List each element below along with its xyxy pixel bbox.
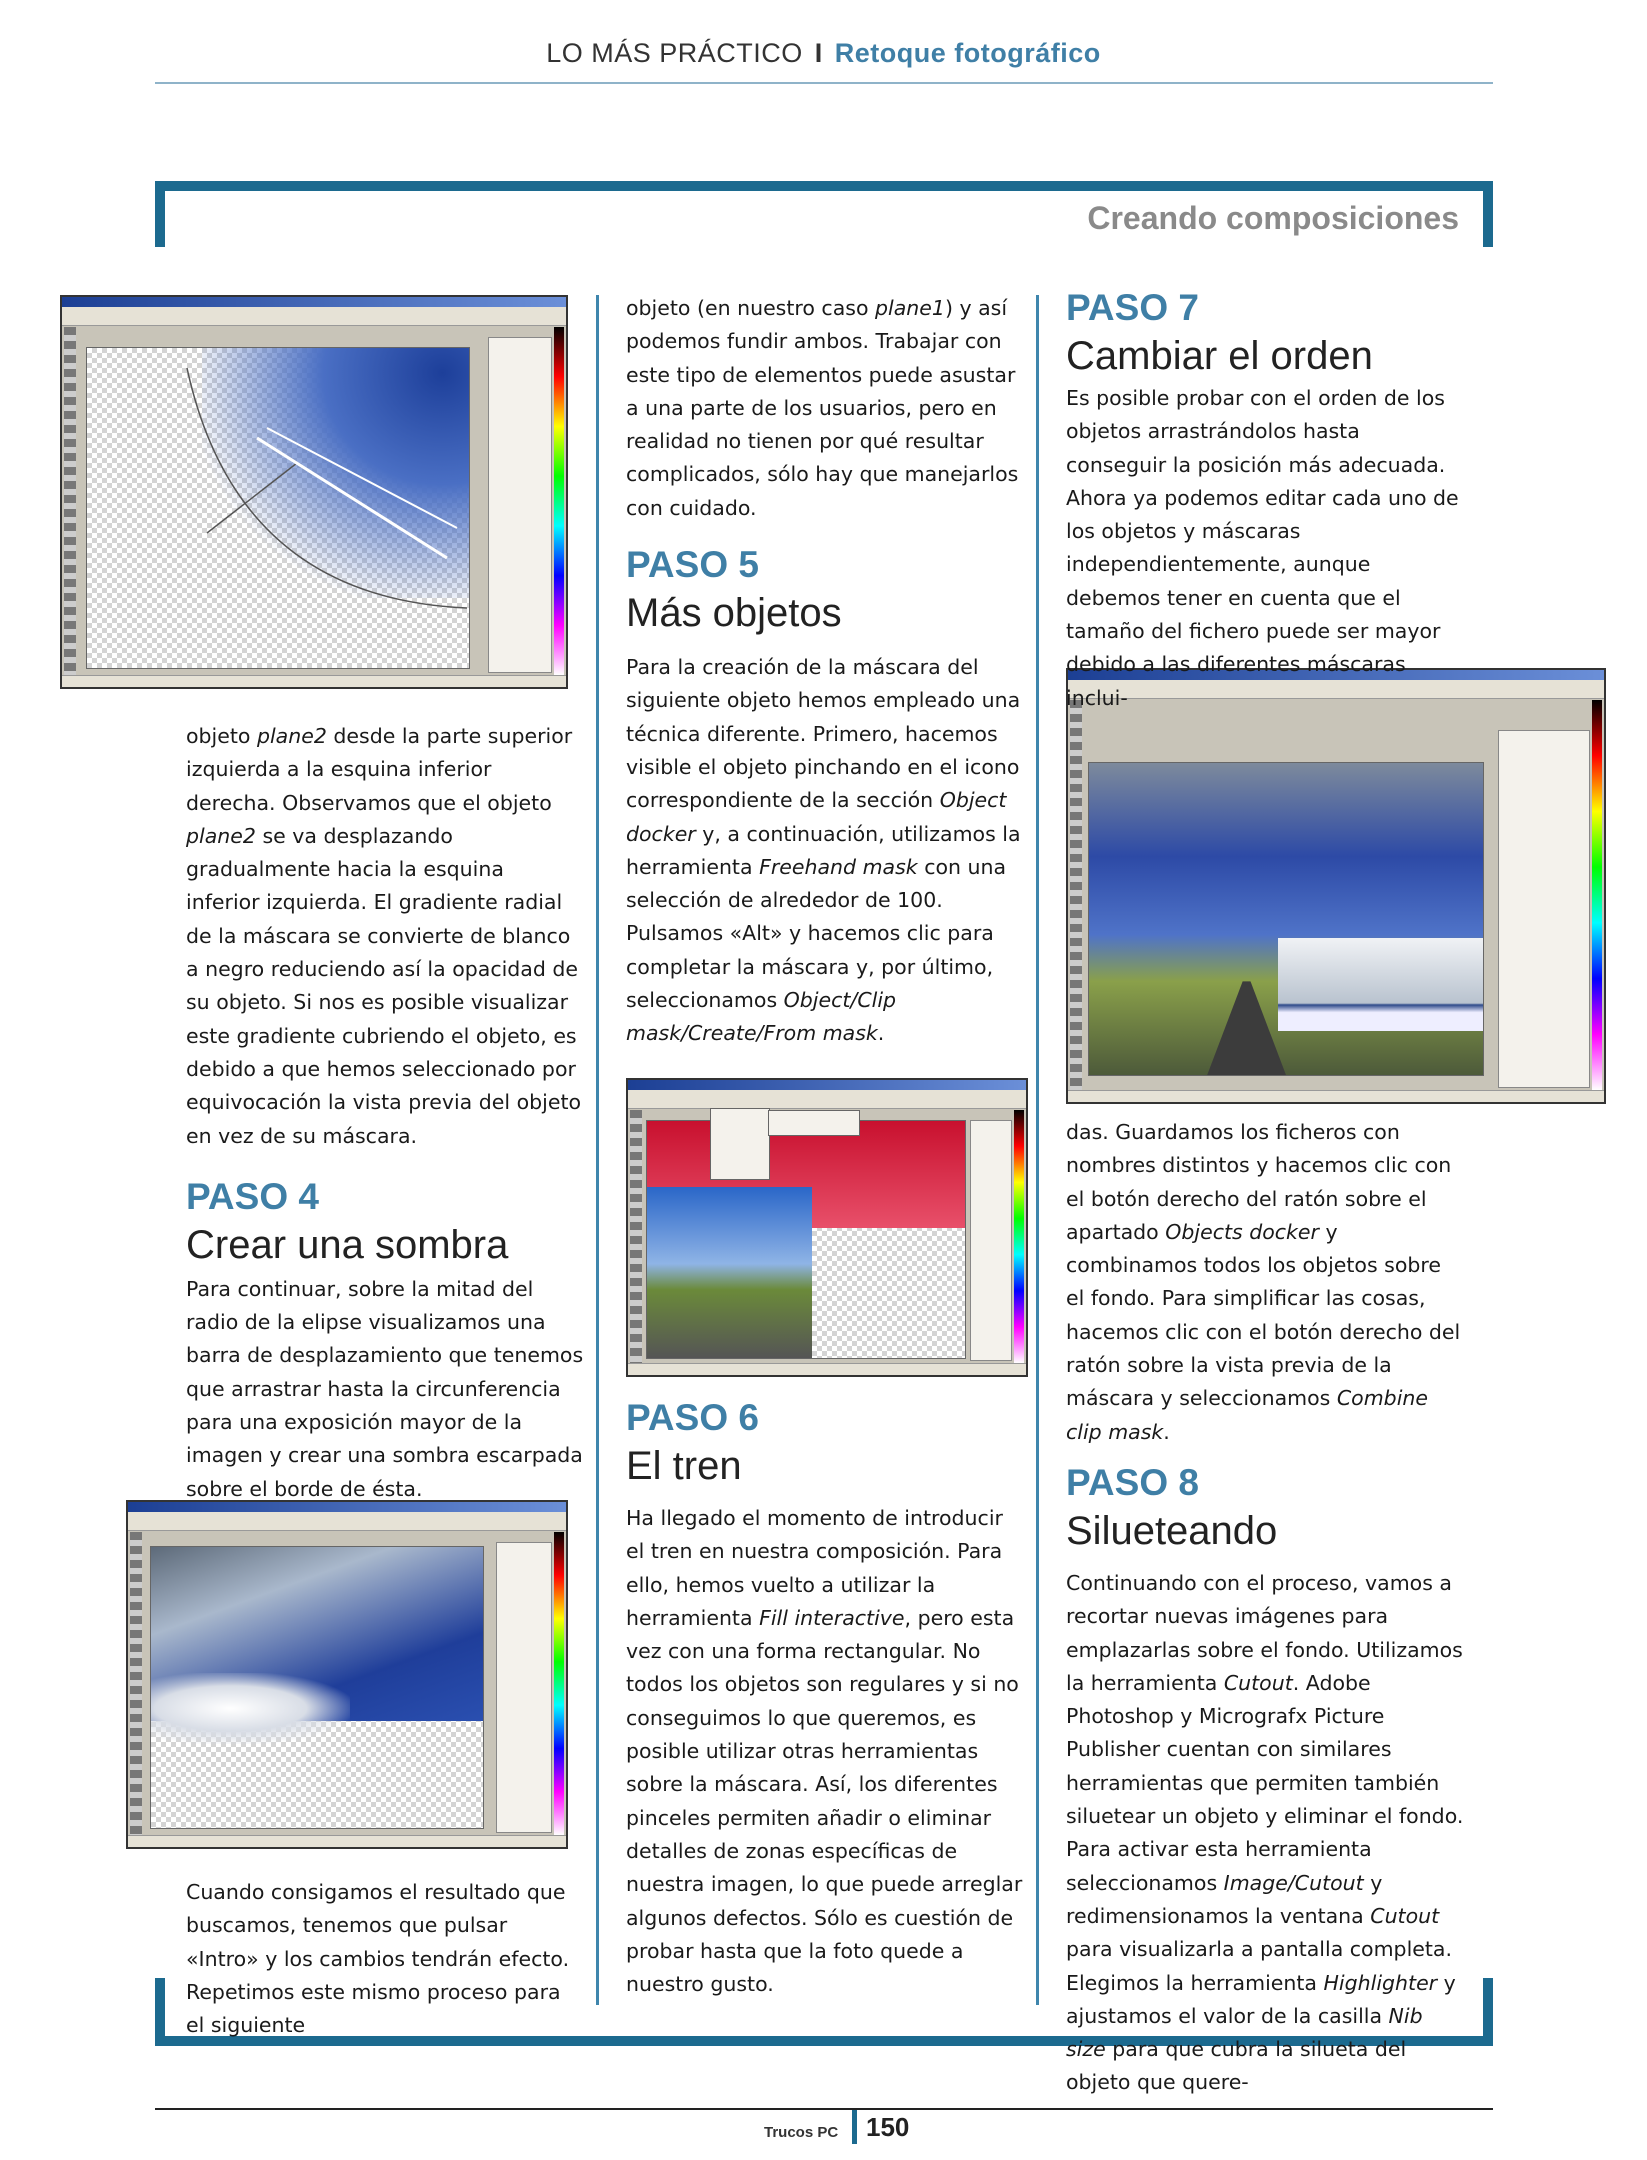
- column-2-lower: [626, 1396, 1024, 2001]
- column-3-lower: [1066, 1116, 1464, 2100]
- column-1-upper: [186, 720, 584, 1506]
- frame-right-bottom: [1483, 1978, 1493, 2046]
- footer-magazine: Trucos PC: [764, 2124, 839, 2141]
- status-bar: [1068, 1090, 1604, 1102]
- paso-6-label: PASO 6: [626, 1397, 759, 1438]
- toolbox: [1070, 700, 1082, 1090]
- column-1-lower: [186, 1876, 584, 2042]
- cloud-shadow: [151, 1673, 350, 1743]
- object-docker: [970, 1120, 1012, 1361]
- column-rule-1: [596, 295, 599, 2005]
- color-palette: [1014, 1110, 1024, 1363]
- paso-8-title: Silueteando: [1066, 1508, 1278, 1553]
- toolbox: [630, 1110, 642, 1363]
- paso-4-title: Crear una sombra: [186, 1222, 509, 1267]
- page-number: 150: [866, 2112, 910, 2142]
- paso-7-label: PASO 7: [1066, 287, 1199, 328]
- paso-4-label: PASO 4: [186, 1175, 319, 1217]
- column-2-upper: [626, 292, 1024, 1051]
- status-bar: [128, 1835, 566, 1847]
- paragraph-cambiar-orden: Es posible probar con el orden de los objetos arrastrándolos hasta conseguir la posición más adecuada. Ahora ya podemos editar cada uno de los objetos y máscaras independientemente, aunque debemos tener en cuenta que el tamaño del fichero puede ser mayor debido a las diferentes máscaras inclui-: [1066, 386, 1459, 710]
- image-canvas: [86, 347, 470, 669]
- paragraph-mas-objetos: Para la creación de la máscara del siguiente objeto hemos empleado una técnica diferente. Primero, hacemos visible el objeto pinchando en el icono correspondiente de la sección Object docker y, a continuación, utilizamos la herramienta Freehand mask con una selección de alrededor de 100. Pulsamos «Alt» y hacemos clic para completar la máscara y, por último, seleccionamos Object/Clip mask/Create/From mask.: [626, 655, 1021, 1046]
- object-docker: [496, 1542, 552, 1833]
- paso-7-title: Cambiar el orden: [1066, 334, 1373, 378]
- road: [1207, 981, 1286, 1075]
- toolbox: [130, 1532, 142, 1835]
- running-header: [0, 38, 1647, 69]
- paso-8-label: PASO 8: [1066, 1461, 1199, 1503]
- object-docker: [488, 337, 552, 673]
- header-section: LO MÁS PRÁCTICO: [546, 38, 803, 68]
- image-canvas: [150, 1546, 484, 1829]
- toolbox: [64, 327, 76, 675]
- frame-left-top: [155, 181, 165, 247]
- paragraph-silueteando: Continuando con el proceso, vamos a recortar nuevas imágenes para emplazarlas sobre el fondo. Utilizamos la herramienta Cutout. Adobe Photoshop y Micrografx Picture Publisher cuentan con similares herramientas que permiten también siluetear un objeto y eliminar el fondo. Para activar esta herramienta seleccionamos Image/Cutout y redimensionamos la ventana Cutout para visualizarla a pantalla completa. Elegimos la herramienta Highlighter y ajustamos el valor de la casilla Nib size para que cubra la silueta del objeto que quere-: [1066, 1570, 1464, 2095]
- window-titlebar: [628, 1080, 1026, 1090]
- paragraph-crear-sombra: Para continuar, sobre la mitad del radio de la elipse visualizamos una barra de desplazamiento que tenemos que arrastrar hasta la circunferencia para una exposición mayor de la imagen y crear una sombra escarpada sobre el borde de ésta.: [186, 1276, 584, 1501]
- screenshot-plane-mask: [60, 295, 568, 689]
- paso-6-title: El tren: [626, 1444, 742, 1488]
- status-bar: [62, 675, 566, 687]
- column-rule-2: [1036, 295, 1039, 2005]
- screenshot-train: [1066, 668, 1606, 1104]
- frame-top-bar: [155, 181, 1493, 191]
- paragraph-intro: Cuando consigamos el resultado que buscamos, tenemos que pulsar «Intro» y los cambios tendrán efecto. Repetimos este mismo proceso para el siguiente: [186, 1880, 570, 2038]
- image-canvas: [646, 1120, 966, 1359]
- header-subsection: Retoque fotográfico: [834, 38, 1101, 68]
- footer-accent-bar: [852, 2110, 857, 2144]
- paragraph-plane2: objeto plane2 desde la parte superior izquierda a la esquina inferior derecha. Observamos que el objeto plane2 se va desplazando gradualmente hacia la esquina inferior izquierda. El gradiente radial de la máscara se convierte de blanco a negro reduciendo así la opacidad de su objeto. Si nos es posible visualizar este gradiente cubriendo el objeto, es debido a que hemos seleccionado por equivocación la vista previa del objeto en vez de su máscara.: [186, 724, 582, 1148]
- menu-bar: [62, 307, 566, 326]
- context-menu: [710, 1108, 770, 1180]
- frame-right-top: [1483, 181, 1493, 247]
- screenshot-shadow: [126, 1500, 568, 1849]
- train: [1278, 938, 1483, 1032]
- header-separator: I: [814, 38, 823, 68]
- paragraph-el-tren: Ha llegado el momento de introducir el tren en nuestra composición. Para ello, hemos vuelto a utilizar la herramienta Fill interactive, pero esta vez con una forma rectangular. No todos los objetos son regulares y si no conseguimos lo que queremos, es posible utilizar otras herramientas sobre la máscara. Así, los diferentes pinceles permiten añadir o eliminar detalles de zonas específicas de nuestra imagen, lo que puede arreglar algunos defectos. Sólo es cuestión de probar hasta que la foto quede a nuestro gusto.: [626, 1506, 1023, 1997]
- window-titlebar: [62, 297, 566, 307]
- color-palette: [554, 327, 564, 675]
- color-palette: [554, 1532, 564, 1835]
- color-palette: [1592, 700, 1602, 1090]
- paso-5-label: PASO 5: [626, 544, 759, 586]
- status-bar: [628, 1363, 1026, 1375]
- column-3-upper: [1066, 286, 1464, 715]
- submenu: [768, 1110, 860, 1136]
- section-title: Creando composiciones: [1087, 200, 1459, 236]
- frame-left-bottom: [155, 1978, 165, 2046]
- image-canvas: [1088, 762, 1484, 1076]
- menu-bar: [128, 1512, 566, 1531]
- paragraph-guardamos: das. Guardamos los ficheros con nombres distintos y hacemos clic con el botón derecho del ratón sobre el apartado Objects docker y combinamos todos los objetos sobre el fondo. Para simplificar las cosas, hacemos clic con el botón derecho del ratón sobre la vista previa de la máscara y seleccionamos Combine clip mask.: [1066, 1120, 1461, 1444]
- paragraph-plane1: objeto (en nuestro caso plane1) y así podemos fundir ambos. Trabajar con este tipo de elementos puede asustar a una parte de los usuarios, pero en realidad no tienen por qué resultar complicados, sólo hay que manejarlos con cuidado.: [626, 296, 1019, 520]
- screenshot-freehand-mask: [626, 1078, 1028, 1377]
- object-docker: [1498, 730, 1590, 1088]
- ellipse-guide: [87, 348, 467, 668]
- menu-bar: [628, 1090, 1026, 1109]
- header-rule: [155, 82, 1493, 84]
- footer-rule: [155, 2108, 1493, 2110]
- paso-5-title: Más objetos: [626, 591, 842, 636]
- road-photo: [647, 1187, 812, 1358]
